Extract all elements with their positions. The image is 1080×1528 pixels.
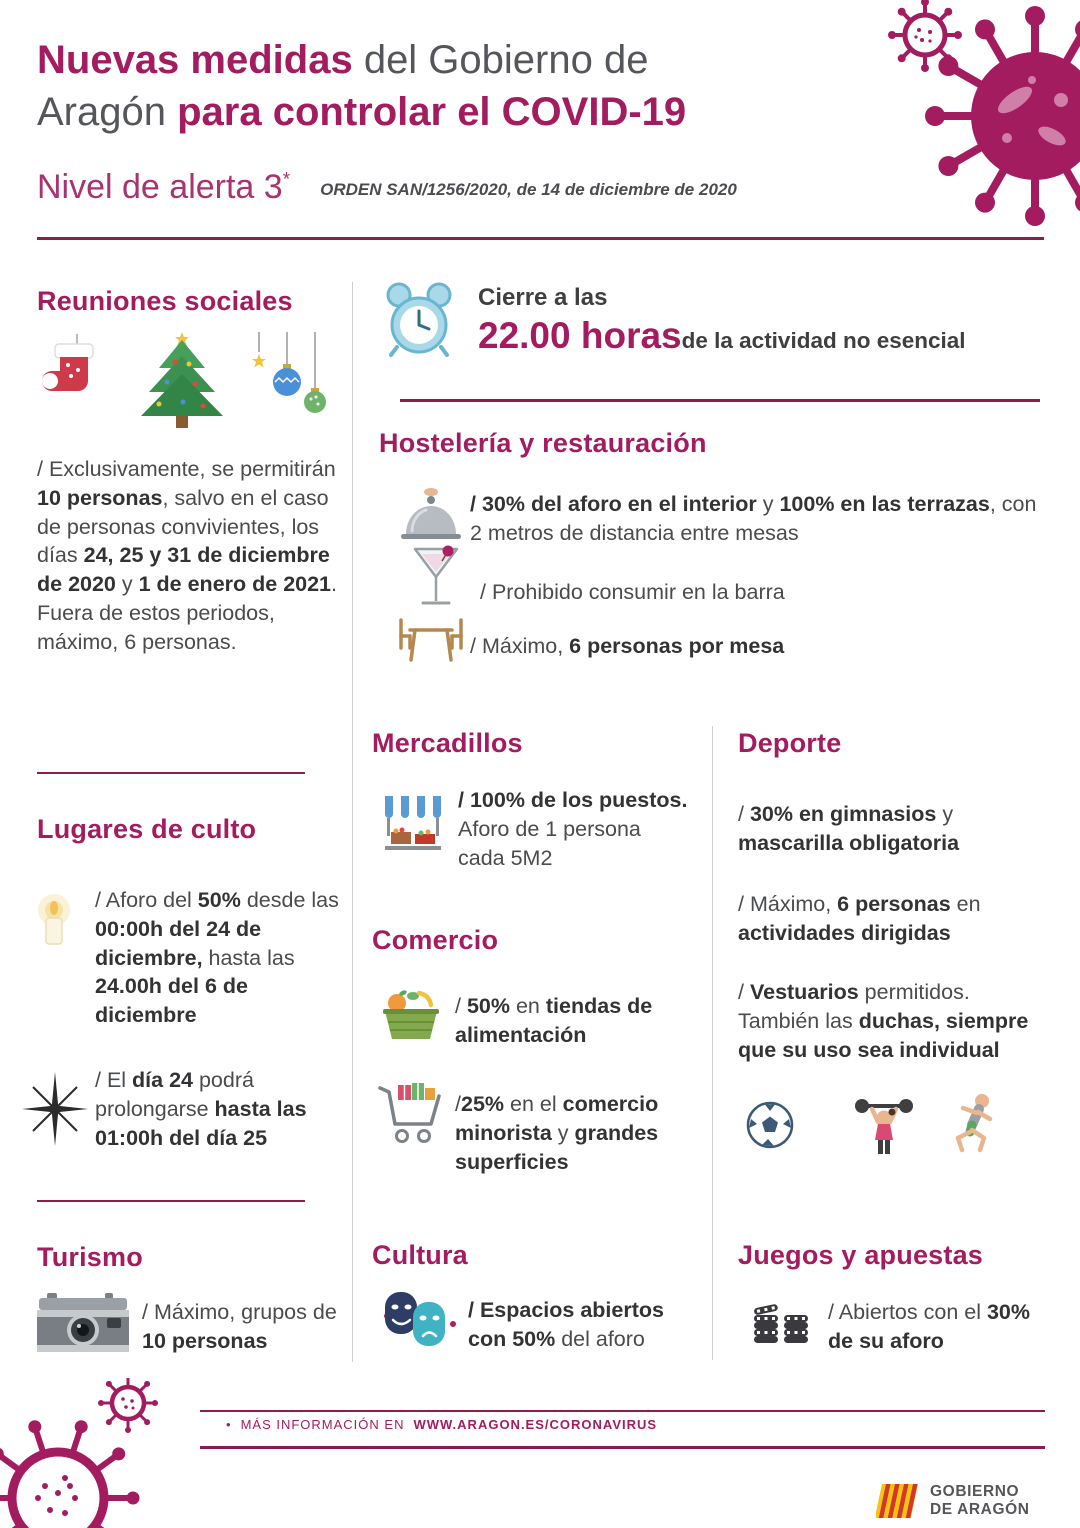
- theater-masks-icon: [381, 1288, 459, 1350]
- runner-icon: [946, 1092, 1004, 1156]
- footer-rule-bottom: [200, 1446, 1045, 1449]
- hosteleria-text-2: / Prohibido consumir en la barra: [480, 580, 785, 604]
- comercio-text-1: / 50% en tiendas de alimentación: [455, 994, 653, 1047]
- culto-text-2: / El día 24 podrá prolongarse hasta las 01:00h del día 25: [95, 1068, 307, 1150]
- deporte-text-3: / Vestuarios permitidos. También las duchas, siempre que su uso sea individual: [738, 980, 1029, 1062]
- gobierno-aragon-logo: [876, 1482, 1030, 1520]
- reuniones-text: / Exclusivamente, se permitirán 10 personas, salvo en el caso de personas convivientes, los días 24, 25 y 31 de diciembre de 2020 y 1 de enero de 2021. Fuera de estos periodos, máximo, 6 personas.: [37, 457, 338, 654]
- juegos-text: / Abiertos con el 30% de su aforo: [828, 1300, 1030, 1353]
- section-title-cultura: Cultura: [372, 1240, 468, 1270]
- section-title-reuniones: Reuniones sociales: [37, 286, 293, 316]
- deporte-text-2: / Máximo, 6 personas en actividades dirigidas: [738, 892, 981, 945]
- bethlehem-star-icon: [20, 1070, 90, 1148]
- table-and-chairs-icon: [398, 618, 464, 664]
- candle-icon: [24, 892, 88, 956]
- footer-info-label: MÁS INFORMACIÓN EN: [240, 1417, 405, 1432]
- aragon-flag-icon: [876, 1482, 920, 1520]
- closure-tail: de la actividad no esencial: [681, 328, 966, 353]
- christmas-tree-icon: [141, 332, 223, 428]
- cultura-text: / Espacios abiertos con 50% del aforo: [468, 1298, 664, 1351]
- section-title-comercio: Comercio: [372, 925, 499, 955]
- shopping-cart-icon: [376, 1082, 446, 1146]
- soccer-ball-icon: [745, 1100, 795, 1150]
- section-title-culto: Lugares de culto: [37, 814, 257, 844]
- cocktail-glass-icon: [412, 545, 460, 611]
- turismo-text: / Máximo, grupos de 10 personas: [142, 1300, 337, 1353]
- title-rest-2: Aragón: [37, 90, 178, 134]
- mercadillos-text: / 100% de los puestos. Aforo de 1 persona cada 5M2: [458, 788, 688, 870]
- weightlifter-icon: [852, 1092, 916, 1158]
- virus-icon: [880, 0, 1080, 253]
- footer-bullet: •: [226, 1417, 232, 1432]
- alert-asterisk: *: [282, 169, 291, 191]
- casino-chips-icon: [750, 1292, 814, 1350]
- section-title-hosteleria: Hostelería y restauración: [379, 428, 707, 458]
- footer-info: [226, 1417, 657, 1432]
- page-title: [37, 34, 686, 138]
- order-reference: ORDEN SAN/1256/2020, de 14 de diciembre de 2020: [320, 180, 737, 199]
- column-divider-right: [712, 726, 713, 1360]
- section-title-deporte: Deporte: [738, 728, 842, 758]
- footer-rule-top: [200, 1410, 1045, 1412]
- serving-dome-icon: [400, 487, 462, 545]
- closure-lead: Cierre a las: [478, 284, 608, 311]
- closure-time: 22.00 horas: [478, 315, 682, 356]
- section-title-turismo: Turismo: [37, 1242, 143, 1272]
- title-rest-1: del Gobierno de: [352, 38, 649, 82]
- closure-rule: [400, 399, 1040, 402]
- column-divider-left: [352, 282, 353, 1362]
- hosteleria-text-3: / Máximo, 6 personas por mesa: [470, 634, 785, 658]
- left-divider-2: [37, 1200, 305, 1202]
- title-accent-1: Nuevas medidas: [37, 38, 353, 82]
- alarm-clock-icon: [383, 281, 455, 359]
- alert-level-row: [37, 168, 737, 207]
- christmas-icons: [37, 330, 337, 435]
- market-stall-icon: [381, 790, 445, 854]
- comercio-text-2: /25% en el comercio minorista y grandes superficies: [455, 1092, 659, 1174]
- section-title-mercadillos: Mercadillos: [372, 728, 523, 758]
- section-title-juegos: Juegos y apuestas: [738, 1240, 984, 1270]
- footer-url: WWW.ARAGON.ES/CORONAVIRUS: [413, 1417, 658, 1432]
- logo-text: GOBIERNO DE ARAGÓN: [930, 1483, 1030, 1518]
- virus-icon-bottom: [0, 1378, 190, 1528]
- deporte-text-1: / 30% en gimnasios y mascarilla obligatoria: [738, 802, 960, 855]
- christmas-stocking-icon: [42, 334, 93, 391]
- ornaments-icon: [252, 332, 326, 413]
- closure-banner: [478, 284, 966, 357]
- hosteleria-text-1: / 30% del aforo en el interior y 100% en las terrazas, con 2 metros de distancia entre mesas: [470, 492, 1037, 545]
- camera-icon: [35, 1290, 131, 1354]
- alert-level: Nivel de alerta 3*: [37, 168, 291, 206]
- title-accent-2: para controlar el COVID-19: [177, 90, 687, 134]
- culto-text-1: / Aforo del 50% desde las 00:00h del 24 de diciembre, hasta las 24.00h del 6 de diciembre: [95, 888, 339, 1028]
- left-divider-1: [37, 772, 305, 774]
- grocery-basket-icon: [379, 985, 443, 1045]
